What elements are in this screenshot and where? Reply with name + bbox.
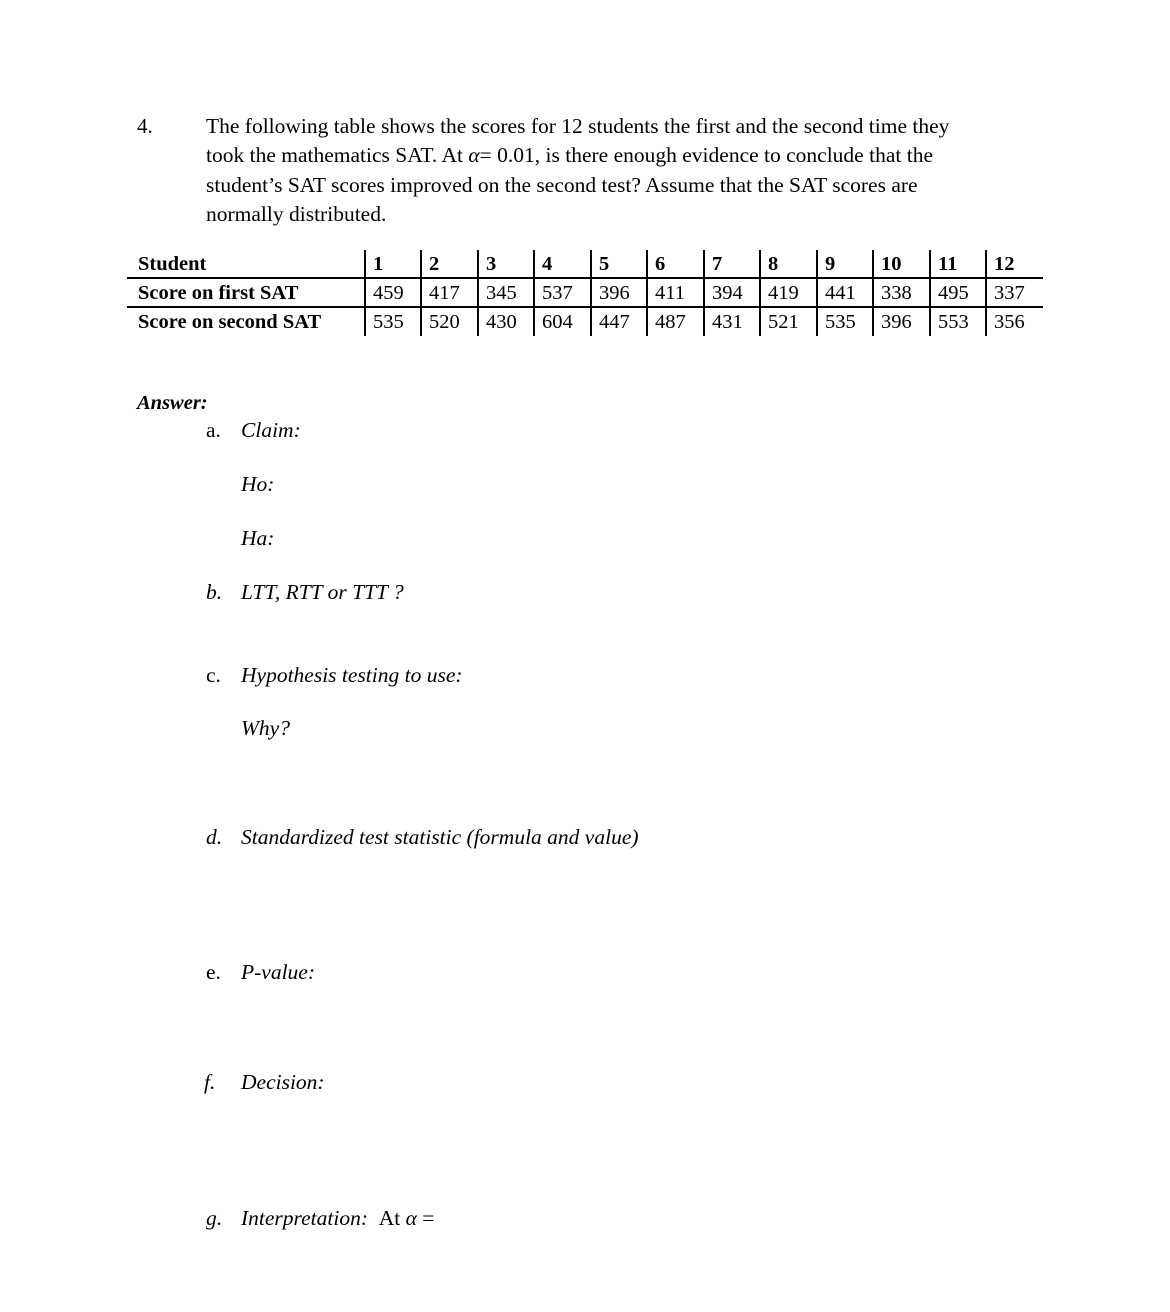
table-column-divider [420, 250, 422, 336]
table-rule-1 [127, 277, 1043, 279]
claim-label: Claim: [241, 418, 301, 442]
second-sat-score: 604 [542, 311, 573, 333]
table-column-divider [477, 250, 479, 336]
first-sat-score: 337 [994, 282, 1025, 304]
table-column-divider [646, 250, 648, 336]
question-line-2-start: took the mathematics SAT. At [206, 142, 469, 167]
item-a-letter: a. [206, 418, 221, 442]
first-sat-score: 394 [712, 282, 743, 304]
item-d-letter: d. [206, 825, 223, 849]
student-number: 6 [655, 253, 666, 275]
table-column-divider [872, 250, 874, 336]
first-sat-score: 441 [825, 282, 856, 304]
row-label-first-sat: Score on first SAT [138, 282, 299, 304]
first-sat-score: 537 [542, 282, 573, 304]
table-column-divider [533, 250, 535, 336]
first-sat-score: 338 [881, 282, 912, 304]
answer-label: Answer: [137, 392, 208, 414]
interpretation-alpha: α [405, 1206, 417, 1230]
second-sat-score: 430 [486, 311, 517, 333]
first-sat-score: 459 [373, 282, 404, 304]
table-rule-2 [127, 306, 1043, 308]
student-number: 2 [429, 253, 440, 275]
question-number: 4. [137, 114, 153, 138]
question-line-2 [206, 141, 949, 170]
ha-label: Ha: [241, 526, 275, 550]
p-value-label: P-value: [241, 960, 316, 984]
second-sat-score: 521 [768, 311, 799, 333]
student-number: 1 [373, 253, 384, 275]
question-line-4: normally distributed. [206, 201, 387, 226]
table-column-divider [703, 250, 705, 336]
table-column-divider [590, 250, 592, 336]
question-line-3: student’s SAT scores improved on the second test? Assume that the SAT scores are [206, 173, 918, 197]
second-sat-score: 447 [599, 311, 630, 333]
table-column-divider [759, 250, 761, 336]
student-number: 9 [825, 253, 836, 275]
second-sat-score: 356 [994, 311, 1025, 333]
tail-type-label: LTT, RTT or TTT ? [241, 580, 404, 604]
student-number: 4 [542, 253, 553, 275]
interpretation-equals: = [416, 1206, 435, 1230]
first-sat-score: 396 [599, 282, 630, 304]
student-number: 10 [881, 253, 902, 275]
why-label: Why? [241, 716, 290, 740]
item-e-letter: e. [206, 960, 221, 984]
table-column-divider [985, 250, 987, 336]
second-sat-score: 396 [881, 311, 912, 333]
table-column-divider [929, 250, 931, 336]
student-number: 5 [599, 253, 610, 275]
student-number: 3 [486, 253, 497, 275]
student-number: 7 [712, 253, 723, 275]
hypothesis-test-label: Hypothesis testing to use: [241, 663, 463, 687]
second-sat-score: 535 [825, 311, 856, 333]
first-sat-score: 345 [486, 282, 517, 304]
student-number: 11 [938, 253, 958, 275]
first-sat-score: 419 [768, 282, 799, 304]
item-b-letter: b. [206, 580, 223, 604]
alpha-value: = 0.01, is there enough evidence to conclude that the [479, 142, 933, 167]
table-column-divider [364, 250, 366, 336]
interpretation-at: At [378, 1206, 406, 1230]
table-column-divider [816, 250, 818, 336]
student-number: 8 [768, 253, 779, 275]
test-statistic-label: Standardized test statistic (formula and value) [241, 825, 639, 849]
question-line-1: The following table shows the scores for 12 students the first and the second time they [206, 114, 950, 138]
second-sat-score: 553 [938, 311, 969, 333]
row-label-student: Student [138, 253, 207, 275]
interpretation-text: Interpretation: [241, 1206, 368, 1230]
item-f-letter: f. [204, 1070, 216, 1094]
second-sat-score: 431 [712, 311, 743, 333]
student-number: 12 [994, 253, 1015, 275]
first-sat-score: 417 [429, 282, 460, 304]
question-text [206, 112, 949, 228]
decision-label: Decision: [241, 1070, 325, 1094]
second-sat-score: 487 [655, 311, 686, 333]
first-sat-score: 411 [655, 282, 685, 304]
interpretation-label [241, 1206, 434, 1231]
second-sat-score: 520 [429, 311, 460, 333]
alpha-symbol: α [468, 142, 480, 167]
item-g-letter: g. [206, 1206, 223, 1230]
ho-label: Ho: [241, 472, 275, 496]
row-label-second-sat: Score on second SAT [138, 311, 322, 333]
first-sat-score: 495 [938, 282, 969, 304]
second-sat-score: 535 [373, 311, 404, 333]
item-c-letter: c. [206, 663, 221, 687]
